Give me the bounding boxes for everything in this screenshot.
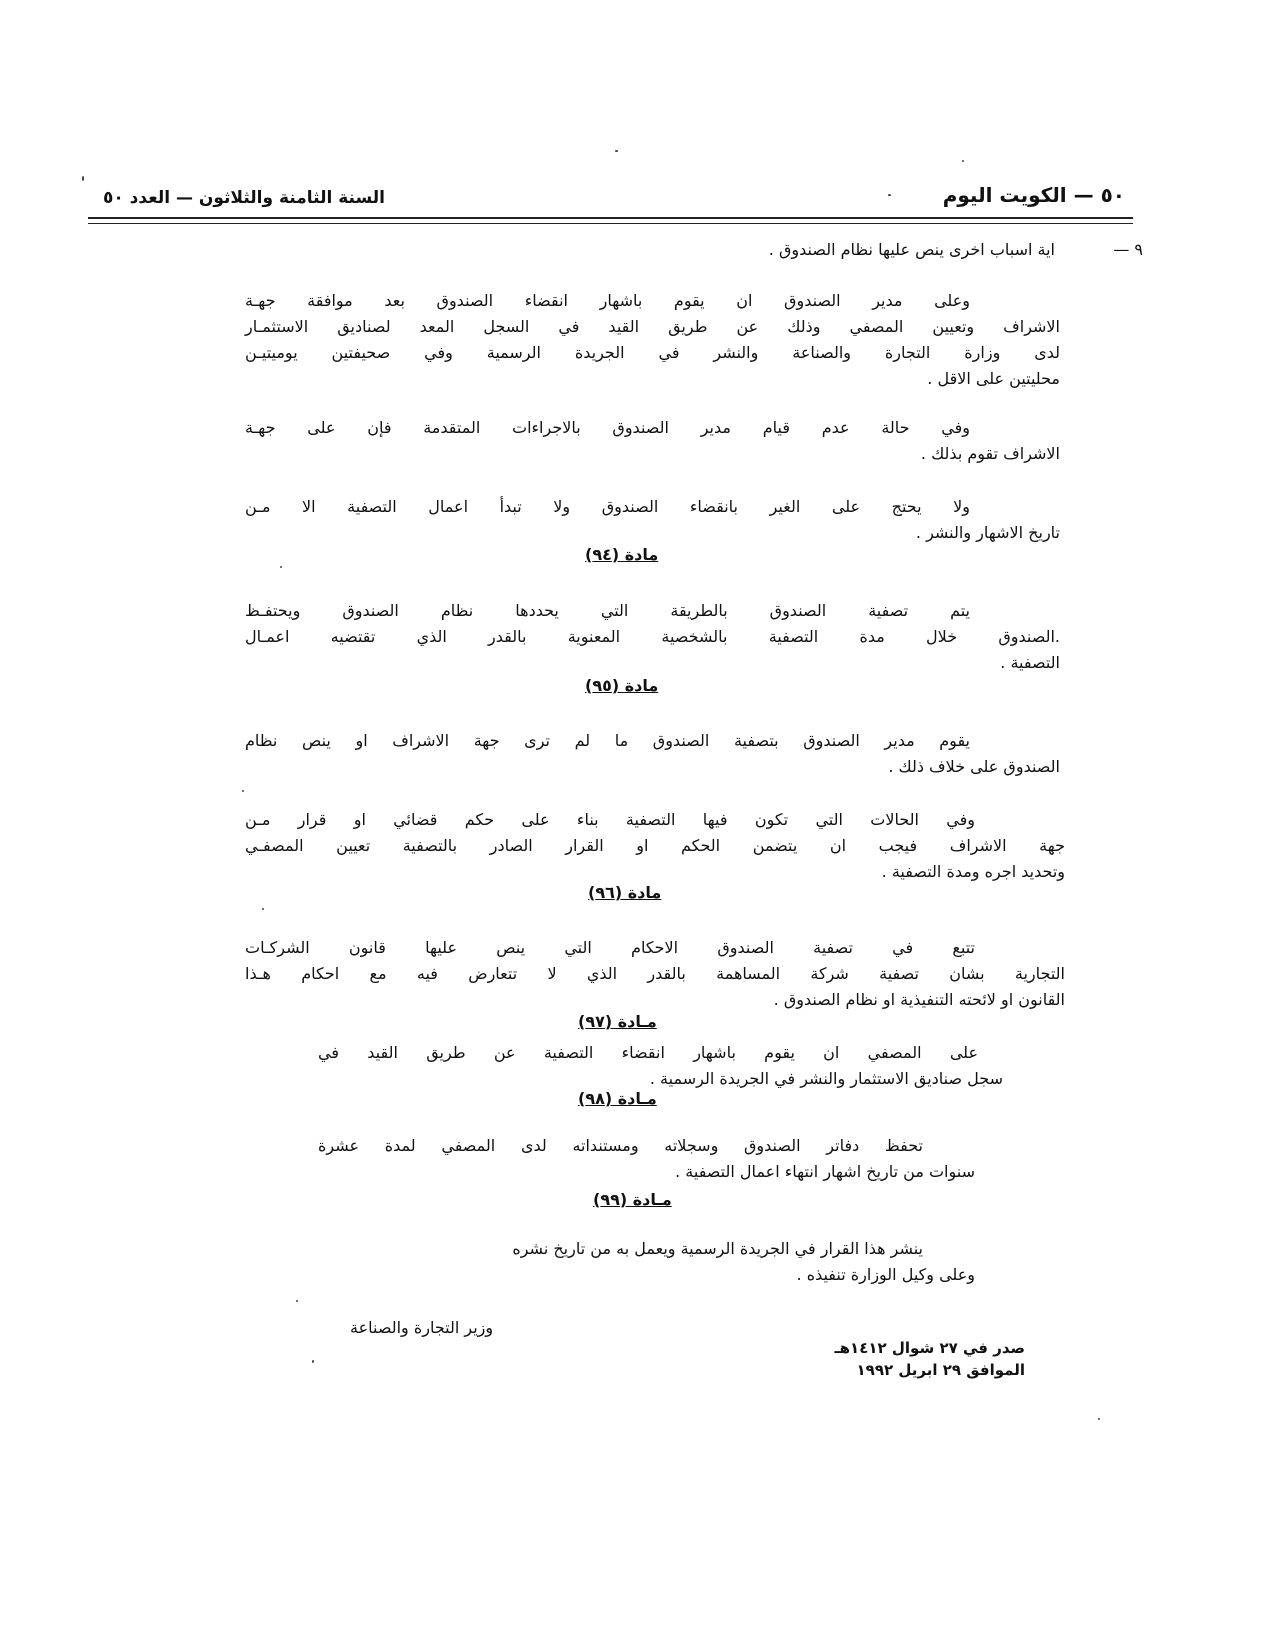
paragraph-fund-dissolution-publication — [245, 288, 1060, 392]
issue-date-block — [835, 1337, 1025, 1381]
article-heading-99: مـادة (٩٩) — [593, 1190, 672, 1209]
paragraph-article-96 — [245, 935, 1065, 1013]
paragraph-supervisor-duty — [245, 415, 1060, 467]
paragraph-article-94 — [245, 598, 1060, 676]
paragraph-line: الصندوق على خلاف ذلك . — [888, 757, 1060, 776]
scan-speck — [962, 160, 964, 162]
scan-speck — [296, 1300, 298, 1302]
paragraph-line: وعلى وكيل الوزارة تنفيذه . — [796, 1265, 975, 1284]
paragraph-line: .الصندوق خلال مدة التصفية بالشخصية المعنوية بالقدر الذي تقتضيه اعمـال — [245, 627, 1060, 646]
issue-date-hijri: صدر في ٢٧ شوال ١٤١٢هـ — [834, 1339, 1025, 1357]
paragraph-line: سجل صناديق الاستثمار والنشر في الجريدة الرسمية . — [649, 1069, 1003, 1088]
minister-signature-title: وزير التجارة والصناعة — [350, 1318, 494, 1337]
paragraph-line: لدى وزارة التجارة والصناعة والنشر في الجريدة الرسمية وفي صحيفتين يوميتيـن — [245, 343, 1060, 362]
paragraph-line: تحفظ دفاتر الصندوق وسجلاته ومستنداته لدى المصفي لمدة عشرة — [318, 1136, 923, 1155]
paragraph-article-99 — [318, 1236, 1003, 1288]
header-page-title: ٥٠ — الكويت اليوم — [942, 183, 1125, 207]
paragraph-article-98 — [318, 1133, 1003, 1185]
scan-speck — [615, 150, 618, 152]
paragraph-line: ينشر هذا القرار في الجريدة الرسمية ويعمل به من تاريخ نشره — [512, 1239, 923, 1258]
paragraph-line: محليتين على الاقل . — [927, 369, 1060, 388]
article-heading-95: مادة (٩٥) — [585, 676, 659, 695]
paragraph-line: على المصفي ان يقوم باشهار انقضاء التصفية عن طريق القيد في — [318, 1043, 978, 1062]
header-rule-thick — [88, 217, 1133, 219]
scan-speck — [262, 908, 264, 910]
paragraph-line: يتم تصفية الصندوق بالطريقة التي يحددها نظام الصندوق ويحتفـظ — [245, 601, 970, 620]
article-heading-94: مادة (٩٤) — [585, 545, 659, 564]
paragraph-line: وفي الحالات التي تكون فيها التصفية بناء على حكم قضائي او قرار مـن — [245, 810, 975, 829]
paragraph-line: وعلى مدير الصندوق ان يقوم باشهار انقضاء الصندوق بعد موافقة جهـة — [245, 291, 970, 310]
paragraph-line: جهة الاشراف فيجب ان يتضمن الحكم او القرار الصادر بالتصفية تعيين المصفـي — [245, 836, 1065, 855]
list-item-text: اية اسباب اخرى ينص عليها نظام الصندوق . — [768, 240, 1055, 259]
article-heading-98: مـادة (٩٨) — [578, 1089, 657, 1108]
scan-speck — [312, 1360, 314, 1363]
list-item-number: ٩ — — [1113, 240, 1143, 259]
issue-date-gregorian: الموافق ٢٩ ابريل ١٩٩٢ — [856, 1361, 1025, 1379]
paragraph-line: القانون او لائحته التنفيذية او نظام الصندوق . — [773, 990, 1065, 1009]
scan-speck — [242, 790, 244, 792]
paragraph-line: الاشراف تقوم بذلك . — [920, 444, 1060, 463]
paragraph-article-97 — [318, 1040, 1003, 1092]
paragraph-line: تتبع في تصفية الصندوق الاحكام التي ينص عليها قانون الشركـات — [245, 938, 975, 957]
scan-speck — [82, 176, 84, 181]
list-item-9 — [768, 238, 1143, 262]
paragraph-line: يقوم مدير الصندوق بتصفية الصندوق ما لم ترى جهة الاشراف او ينص نظام — [245, 731, 970, 750]
paragraph-line: سنوات من تاريخ اشهار انتهاء اعمال التصفية . — [675, 1162, 975, 1181]
paragraph-third-party-effect — [245, 494, 1060, 546]
header-rule-thin — [88, 223, 1133, 224]
header-issue-info: السنة الثامنة والثلاثون — العدد ٥٠ — [103, 188, 385, 208]
paragraph-line: تاريخ الاشهار والنشر . — [915, 523, 1060, 542]
paragraph-line: الاشراف وتعيين المصفي وذلك عن طريق القيد في السجل المعد لصناديق الاستثمـار — [245, 317, 1060, 336]
paragraph-article-95 — [245, 728, 1060, 780]
paragraph-line: وفي حالة عدم قيام مدير الصندوق بالاجراءات المتقدمة فإن على جهـة — [245, 418, 970, 437]
paragraph-court-liquidation — [245, 807, 1065, 885]
article-heading-96: مادة (٩٦) — [588, 883, 662, 902]
paragraph-line: التصفية . — [1000, 653, 1060, 672]
scan-speck — [1098, 1418, 1100, 1420]
paragraph-line: ولا يحتج على الغير بانقضاء الصندوق ولا تبدأ اعمال التصفية الا مـن — [245, 497, 970, 516]
paragraph-line: التجارية بشان تصفية شركة المساهمة بالقدر الذي لا تتعارض فيه مع احكام هـذا — [245, 964, 1065, 983]
scan-speck — [280, 566, 282, 568]
scan-speck — [888, 194, 891, 196]
paragraph-line: وتحديد اجره ومدة التصفية . — [881, 862, 1065, 881]
article-heading-97: مـادة (٩٧) — [578, 1012, 657, 1031]
